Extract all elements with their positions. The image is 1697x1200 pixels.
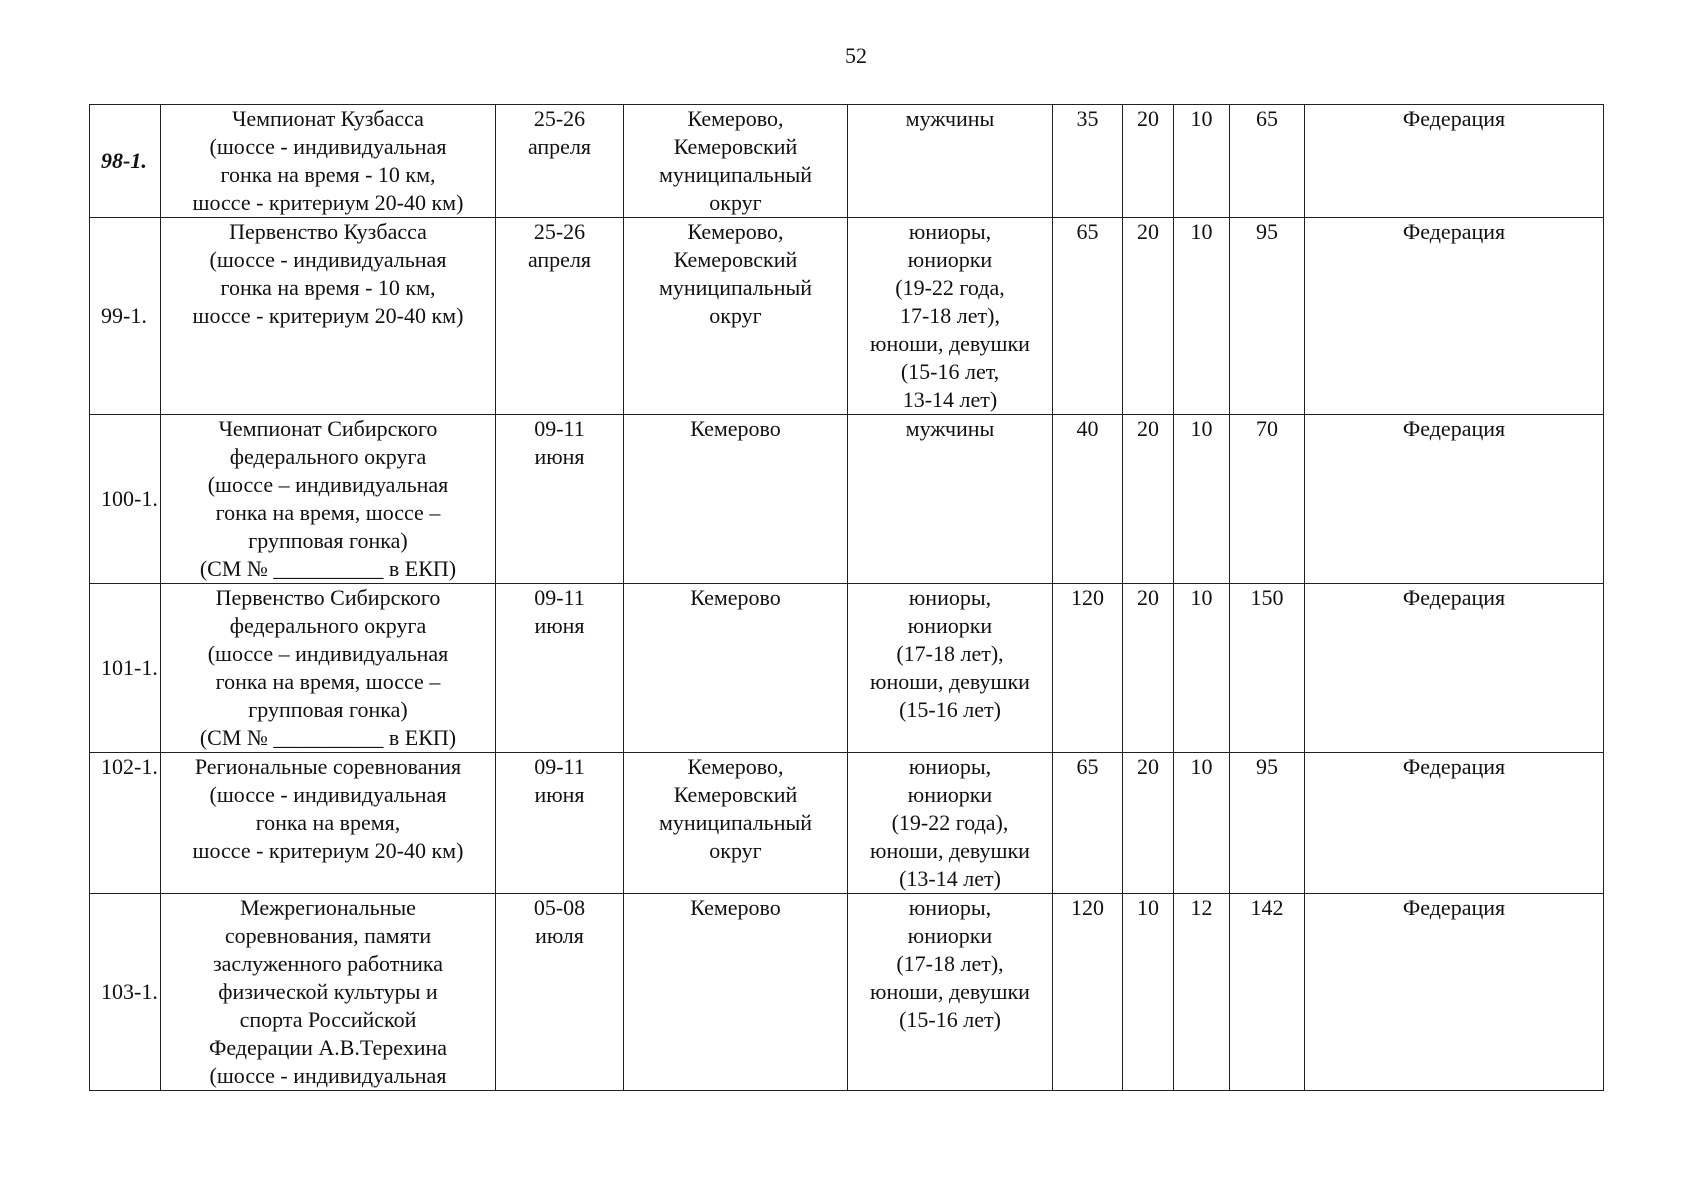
event-place-line: Кемерово bbox=[690, 416, 781, 441]
count-1: 65 bbox=[1053, 753, 1123, 894]
event-dates bbox=[496, 218, 624, 415]
event-name-line: гонка на время, шоссе – bbox=[215, 500, 441, 525]
participants-line: 13-14 лет) bbox=[902, 387, 998, 412]
row-number: 103-1. bbox=[90, 894, 161, 1091]
count-3: 12 bbox=[1174, 894, 1230, 1091]
event-place-line: муниципальный bbox=[658, 162, 813, 187]
participants bbox=[848, 218, 1053, 415]
table-row bbox=[90, 415, 1604, 584]
event-dates-line: 05-08 bbox=[533, 895, 586, 920]
page-number: 52 bbox=[845, 43, 867, 68]
event-name bbox=[161, 415, 496, 584]
event-name-line: групповая гонка) bbox=[248, 528, 408, 553]
event-place bbox=[624, 105, 848, 218]
organizer: Федерация bbox=[1305, 105, 1604, 218]
event-place-line: Кемеровский bbox=[673, 134, 798, 159]
participants-line: (17-18 лет), bbox=[896, 951, 1004, 976]
count-3: 10 bbox=[1174, 753, 1230, 894]
organizer: Федерация bbox=[1305, 753, 1604, 894]
event-name-line: Региональные соревнования bbox=[194, 754, 462, 779]
event-place-line: Кемеровский bbox=[673, 782, 798, 807]
participants bbox=[848, 415, 1053, 584]
event-name-line: заслуженного работника bbox=[212, 951, 444, 976]
count-total: 142 bbox=[1230, 894, 1305, 1091]
event-name-line: спорта Российской bbox=[239, 1007, 417, 1032]
count-total: 95 bbox=[1230, 218, 1305, 415]
event-place bbox=[624, 218, 848, 415]
event-name-line: шоссе - критериум 20-40 км) bbox=[192, 838, 464, 863]
event-name bbox=[161, 105, 496, 218]
participants-line: (15-16 лет) bbox=[899, 697, 1001, 722]
count-1: 120 bbox=[1053, 894, 1123, 1091]
participants-line: юниоры, bbox=[908, 219, 992, 244]
count-3: 10 bbox=[1174, 105, 1230, 218]
table-row bbox=[90, 894, 1604, 1091]
event-name-line: шоссе - критериум 20-40 км) bbox=[192, 303, 464, 328]
event-name-line: (шоссе - индивидуальная bbox=[209, 1063, 447, 1088]
participants-line: (19-22 года), bbox=[891, 810, 1009, 835]
event-name-line: Межрегиональные bbox=[240, 895, 416, 920]
event-name-line: гонка на время - 10 км, bbox=[220, 275, 436, 300]
participants-line: 17-18 лет), bbox=[899, 303, 1000, 328]
event-dates bbox=[496, 894, 624, 1091]
event-place-line: Кемеровский bbox=[673, 247, 798, 272]
row-number: 99-1. bbox=[90, 218, 161, 415]
events-table bbox=[89, 104, 1604, 1091]
participants-line: юниорки bbox=[907, 782, 993, 807]
event-place-line: округ bbox=[709, 838, 762, 863]
event-dates bbox=[496, 584, 624, 753]
event-dates-line: июня bbox=[534, 444, 585, 469]
count-2: 20 bbox=[1123, 218, 1174, 415]
participants bbox=[848, 105, 1053, 218]
event-name bbox=[161, 894, 496, 1091]
event-place-line: Кемерово bbox=[690, 895, 781, 920]
event-name-line: (шоссе – индивидуальная bbox=[207, 472, 449, 497]
participants-line: юноши, девушки bbox=[870, 669, 1030, 694]
event-name-line: групповая гонка) bbox=[248, 697, 408, 722]
event-name bbox=[161, 753, 496, 894]
event-dates-line: 25-26 bbox=[533, 219, 586, 244]
event-dates-line: апреля bbox=[527, 134, 592, 159]
event-dates bbox=[496, 753, 624, 894]
event-name-line: Первенство Сибирского bbox=[215, 585, 441, 610]
event-name-line: гонка на время, bbox=[255, 810, 401, 835]
row-number: 101-1. bbox=[90, 584, 161, 753]
event-name-line: (СМ № __________ в ЕКП) bbox=[199, 725, 457, 750]
table-row bbox=[90, 218, 1604, 415]
participants bbox=[848, 584, 1053, 753]
participants-line: (13-14 лет) bbox=[899, 866, 1001, 891]
count-2: 20 bbox=[1123, 105, 1174, 218]
event-name-line: Федерации А.В.Терехина bbox=[208, 1035, 448, 1060]
participants-line: юниоры, bbox=[908, 895, 992, 920]
event-dates bbox=[496, 415, 624, 584]
event-dates-line: апреля bbox=[527, 247, 592, 272]
event-name-line: гонка на время - 10 км, bbox=[220, 162, 436, 187]
event-name-line: федерального округа bbox=[229, 444, 427, 469]
participants-line: юноши, девушки bbox=[870, 838, 1030, 863]
count-3: 10 bbox=[1174, 218, 1230, 415]
event-place bbox=[624, 415, 848, 584]
event-dates-line: июня bbox=[534, 613, 585, 638]
event-name-line: шоссе - критериум 20-40 км) bbox=[192, 190, 464, 215]
count-total: 65 bbox=[1230, 105, 1305, 218]
event-place bbox=[624, 753, 848, 894]
event-place-line: Кемерово, bbox=[687, 106, 784, 131]
count-3: 10 bbox=[1174, 415, 1230, 584]
event-place-line: Кемерово, bbox=[687, 219, 784, 244]
participants bbox=[848, 894, 1053, 1091]
event-name-line: (шоссе – индивидуальная bbox=[207, 641, 449, 666]
participants-line: юниоры, bbox=[908, 585, 992, 610]
event-name bbox=[161, 584, 496, 753]
participants-line: (15-16 лет) bbox=[899, 1007, 1001, 1032]
organizer: Федерация bbox=[1305, 218, 1604, 415]
event-name-line: соревнования, памяти bbox=[224, 923, 432, 948]
participants-line: юниорки bbox=[907, 247, 993, 272]
participants bbox=[848, 753, 1053, 894]
row-number: 98-1. bbox=[90, 105, 161, 218]
event-place-line: Кемерово bbox=[690, 585, 781, 610]
event-place-line: округ bbox=[709, 303, 762, 328]
event-name-line: физической культуры и bbox=[218, 979, 438, 1004]
participants-line: юноши, девушки bbox=[870, 979, 1030, 1004]
participants-line: (19-22 года, bbox=[895, 275, 1005, 300]
count-2: 20 bbox=[1123, 753, 1174, 894]
organizer: Федерация bbox=[1305, 415, 1604, 584]
event-dates-line: 25-26 bbox=[533, 106, 586, 131]
count-1: 65 bbox=[1053, 218, 1123, 415]
count-2: 20 bbox=[1123, 415, 1174, 584]
table-row bbox=[90, 753, 1604, 894]
count-2: 20 bbox=[1123, 584, 1174, 753]
participants-line: юниоры, bbox=[908, 754, 992, 779]
event-dates-line: 09-11 bbox=[534, 754, 585, 779]
event-name bbox=[161, 218, 496, 415]
event-place-line: округ bbox=[709, 190, 762, 215]
count-2: 10 bbox=[1123, 894, 1174, 1091]
row-number: 102-1. bbox=[90, 753, 161, 894]
event-place-line: муниципальный bbox=[658, 275, 813, 300]
event-name-line: Чемпионат Кузбасса bbox=[232, 106, 424, 131]
event-name-line: Первенство Кузбасса bbox=[229, 219, 427, 244]
count-1: 35 bbox=[1053, 105, 1123, 218]
count-total: 150 bbox=[1230, 584, 1305, 753]
event-name-line: (шоссе - индивидуальная bbox=[209, 247, 447, 272]
event-place-line: муниципальный bbox=[658, 810, 813, 835]
event-name-line: (шоссе - индивидуальная bbox=[209, 782, 447, 807]
count-total: 70 bbox=[1230, 415, 1305, 584]
count-3: 10 bbox=[1174, 584, 1230, 753]
event-name-line: (СМ № __________ в ЕКП) bbox=[199, 556, 457, 581]
event-dates-line: июня bbox=[534, 782, 585, 807]
participants-line: мужчины bbox=[905, 416, 995, 441]
count-total: 95 bbox=[1230, 753, 1305, 894]
event-place bbox=[624, 894, 848, 1091]
event-name-line: гонка на время, шоссе – bbox=[215, 669, 441, 694]
count-1: 120 bbox=[1053, 584, 1123, 753]
organizer: Федерация bbox=[1305, 894, 1604, 1091]
table-body bbox=[90, 105, 1604, 1091]
event-name-line: федерального округа bbox=[229, 613, 427, 638]
table-row bbox=[90, 105, 1604, 218]
participants-line: (15-16 лет, bbox=[900, 359, 1000, 384]
participants-line: юноши, девушки bbox=[870, 331, 1030, 356]
participants-line: юниорки bbox=[907, 923, 993, 948]
organizer: Федерация bbox=[1305, 584, 1604, 753]
participants-line: мужчины bbox=[905, 106, 995, 131]
row-number: 100-1. bbox=[90, 415, 161, 584]
event-dates-line: 09-11 bbox=[534, 585, 585, 610]
event-dates bbox=[496, 105, 624, 218]
count-1: 40 bbox=[1053, 415, 1123, 584]
event-dates-line: июля bbox=[535, 923, 584, 948]
event-name-line: (шоссе - индивидуальная bbox=[209, 134, 447, 159]
event-dates-line: 09-11 bbox=[534, 416, 585, 441]
event-place bbox=[624, 584, 848, 753]
participants-line: (17-18 лет), bbox=[896, 641, 1004, 666]
event-name-line: Чемпионат Сибирского bbox=[218, 416, 438, 441]
table-row bbox=[90, 584, 1604, 753]
event-place-line: Кемерово, bbox=[687, 754, 784, 779]
participants-line: юниорки bbox=[907, 613, 993, 638]
